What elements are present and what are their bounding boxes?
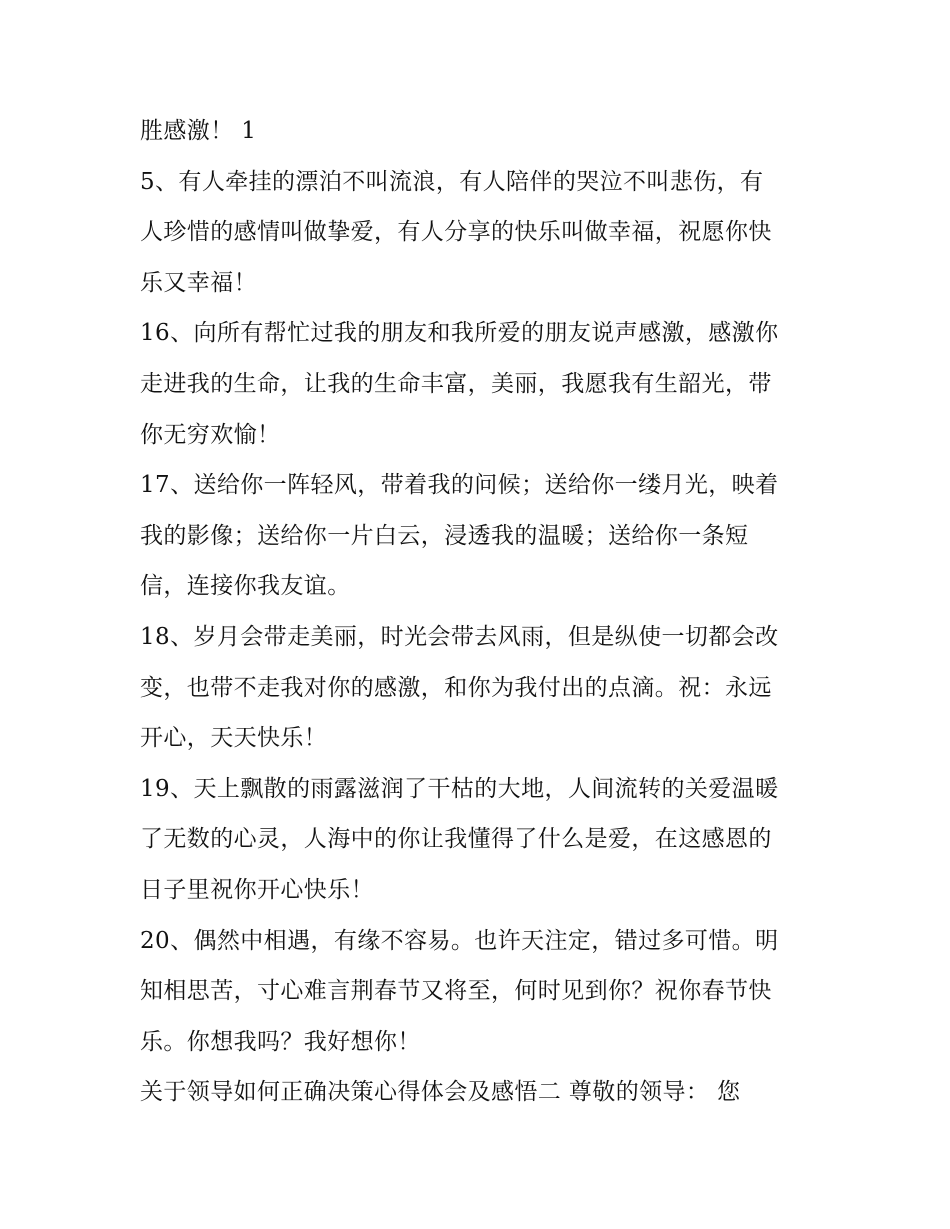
text-line: 胜感激！ 1	[140, 118, 257, 144]
text-line: 5、有人牵挂的漂泊不叫流浪，有人陪伴的哭泣不叫悲伤，有	[140, 168, 764, 195]
text-line: 信，连接你我友谊。	[140, 573, 351, 600]
text-line: 18、岁月会带走美丽，时光会带去风雨，但是纵使一切都会改	[140, 623, 779, 650]
text-line: 开心，天天快乐！	[140, 725, 328, 752]
document-body	[140, 106, 820, 1118]
text-line: 你无穷欢愉！	[140, 421, 281, 448]
text-line: 16、向所有帮忙过我的朋友和我所爱的朋友说声感激，感激你	[140, 320, 779, 347]
text-line: 19、天上飘散的雨露滋润了干枯的大地，人间流转的关爱温暖	[140, 775, 779, 802]
text-line: 人珍惜的感情叫做挚爱，有人分享的快乐叫做幸福，祝愿你快	[140, 219, 772, 246]
text-line: 走进我的生命，让我的生命丰富，美丽，我愿我有生韶光，带	[140, 370, 772, 397]
text-line: 日子里祝你开心快乐！	[140, 876, 374, 903]
text-line: 乐又幸福！	[140, 269, 257, 296]
text-line: 关于领导如何正确决策心得体会及感悟二 尊敬的领导： 您	[140, 1079, 741, 1106]
text-line: 变，也带不走我对你的感激，和你为我付出的点滴。祝：永远	[140, 674, 772, 701]
text-line: 乐。你想我吗？我好想你！	[140, 1028, 421, 1055]
text-line: 20、偶然中相遇，有缘不容易。也许天注定，错过多可惜。明	[140, 927, 779, 954]
text-line: 知相思苦，寸心难言荆春节又将至，何时见到你？祝你春节快	[140, 978, 772, 1005]
text-line: 17、送给你一阵轻风，带着我的问候；送给你一缕月光，映着	[140, 472, 779, 499]
text-line: 了无数的心灵，人海中的你让我懂得了什么是爱，在这感恩的	[140, 826, 772, 853]
text-line: 我的影像；送给你一片白云，浸透我的温暖；送给你一条短	[140, 522, 749, 549]
